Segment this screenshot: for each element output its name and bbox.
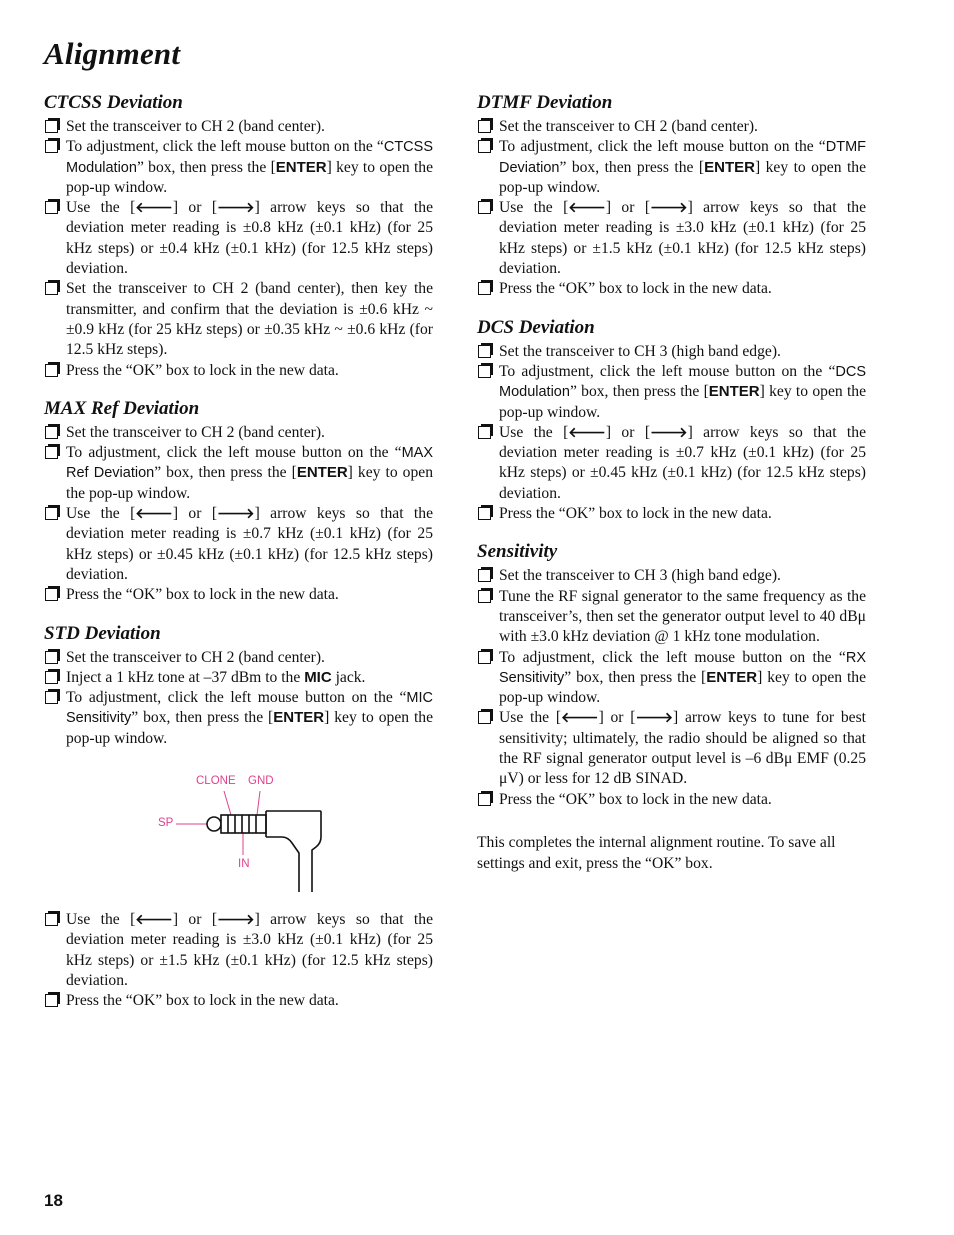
list-item: Press the “OK” box to lock in the new data. [44,361,433,381]
checkbox-icon [45,913,58,926]
list-item: To adjustment, click the left mouse button on the “MIC Sensitivity” box, then press the [ENTER] key to open the pop-up window. [44,688,433,749]
enter-key: ENTER [296,464,348,482]
ui-box-name: RX Sensitivity [499,649,866,686]
step-list [477,342,866,525]
checkbox-icon [478,120,491,133]
list-item: Set the transceiver to CH 2 (band center). [44,648,433,668]
ui-box-name: MIC Sensitivity [66,690,433,727]
list-item: To adjustment, click the left mouse button on the “DTMF Deviation” box, then press the [ENTER] key to open the pop-up window. [477,137,866,198]
dtmf-deviation-section [477,90,866,300]
sensitivity-section [477,539,866,810]
list-item: Set the transceiver to CH 2 (band center). [44,117,433,137]
ui-box-name: DCS Modulation [499,363,866,401]
right-arrow-icon: 🡒 [217,506,255,523]
checkbox-icon [478,711,491,724]
ui-box-name: CTCSS Modulation [66,139,433,176]
clone-label: CLONE [196,775,236,788]
section-heading: DTMF Deviation [477,92,613,113]
mic-jack-label: MIC [304,668,332,686]
list-item: Set the transceiver to CH 3 (high band edge). [477,342,866,362]
list-item: Set the transceiver to CH 2 (band center), then key the transmitter, and confirm that the deviation is ±0.6 kHz ~ ±0.9 kHz (for 25 kHz steps) or ±0.35 kHz ~ ±0.6 kHz (for 12.5 kHz steps). [44,279,433,360]
section-heading: DCS Deviation [477,316,595,338]
checkbox-icon [478,793,491,806]
section-heading: Sensitivity [477,541,558,563]
list-item: Set the transceiver to CH 2 (band center). [477,117,866,137]
std-deviation-section [44,621,433,1012]
list-item: Use the [🡐] or [🡒] arrow keys so that the deviation meter reading is ±0.8 kHz (±0.1 kHz) (for 25 kHz steps) or ±0.4 kHz (±0.1 kHz) (for 12.5 kHz steps) deviation. [44,198,433,279]
checkbox-icon [45,120,58,133]
right-column [477,90,866,890]
checkbox-icon [478,507,491,520]
step-list [477,117,866,300]
checkbox-icon [478,569,491,582]
list-item: Press the “OK” box to lock in the new data. [44,585,433,605]
plug-housing-left [266,837,299,892]
left-arrow-icon: 🡐 [135,912,173,929]
checkbox-icon [478,426,491,439]
list-item: Press the “OK” box to lock in the new data. [44,991,433,1011]
right-arrow-icon: 🡒 [635,710,674,727]
list-item: Inject a 1 kHz tone at –37 dBm to the MIC jack. [44,668,433,688]
enter-key: ENTER [273,709,325,727]
step-list [44,423,433,606]
plug-tip [207,817,221,831]
ui-box-name: DTMF Deviation [499,139,866,176]
gnd-leader-line [257,791,260,815]
checkbox-icon [45,364,58,377]
checkbox-icon [45,282,58,295]
checkbox-icon [45,671,58,684]
clone-leader-line [224,791,231,815]
enter-key: ENTER [708,383,760,401]
section-heading: MAX Ref Deviation [44,397,200,419]
checkbox-icon [478,651,491,664]
right-arrow-icon: 🡒 [217,200,255,217]
list-item: Press the “OK” box to lock in the new data. [477,279,866,299]
page-title: Alignment [44,36,181,71]
left-arrow-icon: 🡐 [568,200,606,217]
list-item: Use the [🡐] or [🡒] arrow keys to tune for best sensitivity; ultimately, the radio should be aligned so that the RF signal generator output level is –6 dBμ EMF (0.25 μV) or less for 12 dB SINAD. [477,708,866,789]
list-item: To adjustment, click the left mouse button on the “DCS Modulation” box, then press the [ENTER] key to open the pop-up window. [477,362,866,423]
enter-key: ENTER [275,158,327,176]
section-heading: CTCSS Deviation [44,92,183,113]
list-item: Set the transceiver to CH 2 (band center). [44,423,433,443]
step-list [44,910,433,1011]
right-arrow-icon: 🡒 [650,200,688,217]
checkbox-icon [478,282,491,295]
step-list [44,648,433,749]
left-arrow-icon: 🡐 [135,200,173,217]
right-arrow-icon: 🡒 [650,424,688,441]
list-item: Tune the RF signal generator to the same frequency as the transceiver’s, then set the generator output level to 40 dBμ with ±3.0 kHz deviation @ 1 kHz tone modulation. [477,587,866,648]
step-list [477,566,866,810]
closing-paragraph: This completes the internal alignment routine. To save all settings and exit, press the “OK” box. [477,833,836,872]
checkbox-icon [45,994,58,1007]
list-item: Press the “OK” box to lock in the new data. [477,504,866,524]
checkbox-icon [45,651,58,664]
max-ref-deviation-section [44,396,433,606]
enter-key: ENTER [704,158,755,176]
checkbox-icon [478,590,491,603]
ui-box-name: MAX Ref Deviation [66,445,433,482]
list-item: Use the [🡐] or [🡒] arrow keys so that the deviation meter reading is ±3.0 kHz (±0.1 kHz) (for 25 kHz steps) or ±1.5 kHz (±0.1 kHz) (for 12.5 kHz steps) deviation. [44,910,433,991]
checkbox-icon [45,588,58,601]
list-item: Set the transceiver to CH 3 (high band edge). [477,566,866,586]
checkbox-icon [45,446,58,459]
ctcss-deviation-section [44,90,433,381]
checkbox-icon [45,691,58,704]
list-item: Use the [🡐] or [🡒] arrow keys so that the deviation meter reading is ±3.0 kHz (±0.1 kHz) (for 25 kHz steps) or ±1.5 kHz (±0.1 kHz) (for 12.5 kHz steps) deviation. [477,198,866,279]
checkbox-icon [478,140,491,153]
checkbox-icon [478,345,491,358]
sp-label: SP [158,817,174,830]
left-column [44,90,433,1012]
checkbox-icon [45,140,58,153]
checkbox-icon [45,201,58,214]
gnd-label: GND [248,775,274,788]
plug-diagram [44,755,433,910]
plug-drawing [44,755,433,910]
in-label: IN [238,858,250,871]
left-arrow-icon: 🡐 [568,424,606,441]
list-item: Use the [🡐] or [🡒] arrow keys so that the deviation meter reading is ±0.7 kHz (±0.1 kHz) (for 25 kHz steps) or ±0.45 kHz (±0.1 kHz) (for 12.5 kHz steps) deviation. [44,504,433,585]
left-arrow-icon: 🡐 [135,506,173,523]
list-item: To adjustment, click the left mouse button on the “RX Sensitivity” box, then press the [ENTER] key to open the pop-up window. [477,648,866,709]
checkbox-icon [478,201,491,214]
list-item: Use the [🡐] or [🡒] arrow keys so that the deviation meter reading is ±0.7 kHz (±0.1 kHz) (for 25 kHz steps) or ±0.45 kHz (±0.1 kHz) (for 12.5 kHz steps) deviation. [477,423,866,504]
list-item: To adjustment, click the left mouse button on the “CTCSS Modulation” box, then press the [ENTER] key to open the pop-up window. [44,137,433,198]
checkbox-icon [478,365,491,378]
right-arrow-icon: 🡒 [217,912,255,929]
checkbox-icon [45,426,58,439]
checkbox-icon [45,507,58,520]
page-number: 18 [44,1191,63,1210]
dcs-deviation-section [477,315,866,525]
list-item: Press the “OK” box to lock in the new data. [477,790,866,810]
enter-key: ENTER [706,668,758,686]
left-arrow-icon: 🡐 [561,710,599,727]
step-list [44,117,433,381]
section-heading: STD Deviation [44,622,161,644]
list-item: To adjustment, click the left mouse button on the “MAX Ref Deviation” box, then press the [ENTER] key to open the pop-up window. [44,443,433,504]
